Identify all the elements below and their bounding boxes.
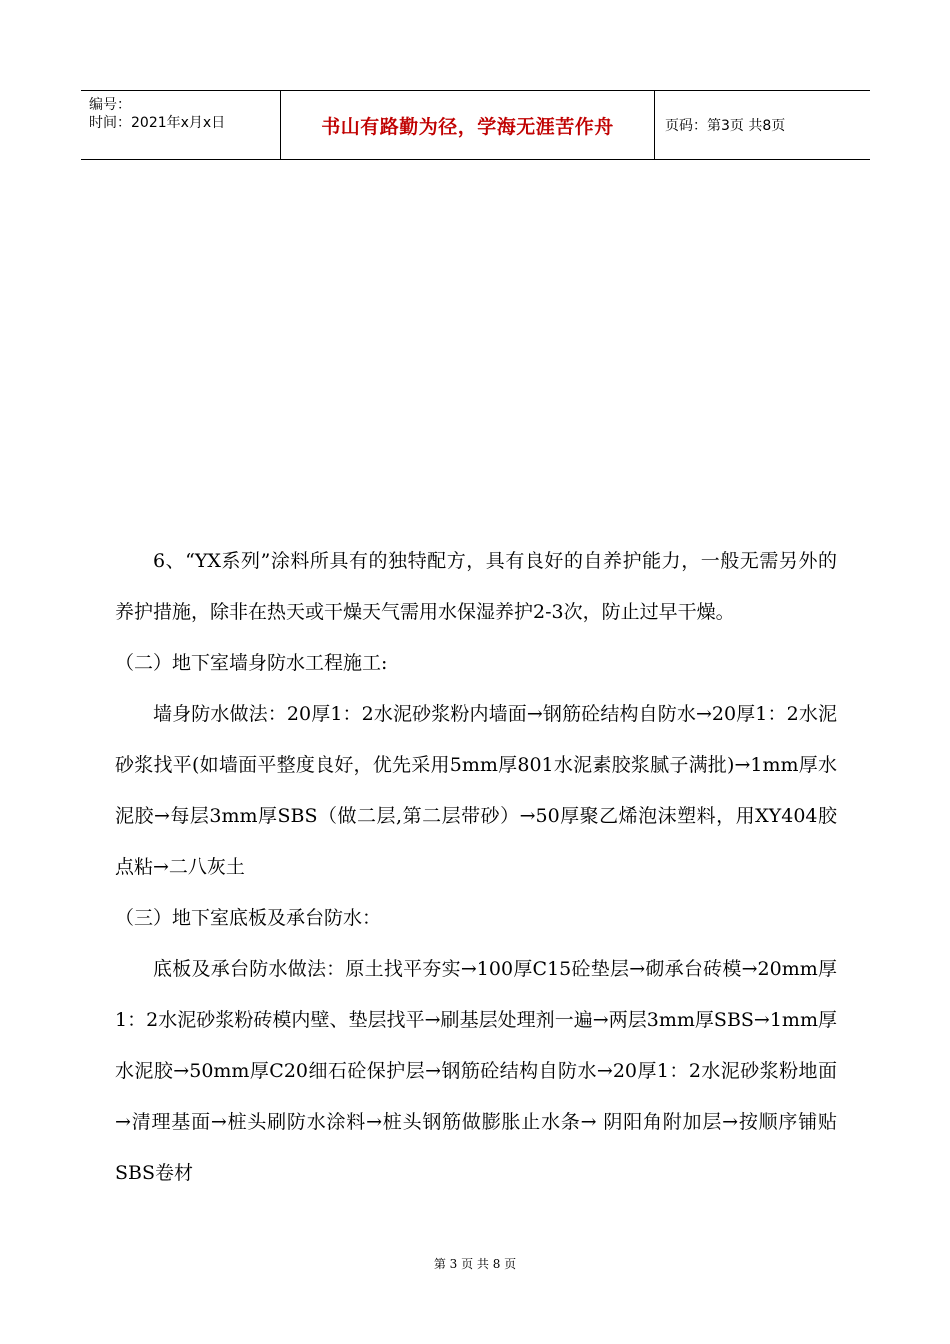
header-motto-cell: [281, 91, 655, 159]
page-footer: [0, 1255, 950, 1272]
footer-page-number: 第 3 页 共 8 页: [433, 1257, 517, 1271]
motto-text: 书山有路勤为径，学海无涯苦作舟: [321, 115, 614, 138]
paragraph-wall-method: 墙身防水做法：20厚1：2水泥砂浆粉内墙面→钢筋砼结构自防水→20厚1：2水泥砂浆找平(如墙面平整度良好，优先采用5mm厚801水泥素胶浆腻子满批)→1mm厚水泥胶→每层3mm厚SBS（做二层,第二层带砂）→50厚聚乙烯泡沫塑料，用XY404胶点粘→二八灰土: [115, 703, 837, 878]
serial-number-label: 编号：: [89, 97, 131, 113]
section-heading-wall: （二）地下室墙身防水工程施工:: [115, 652, 388, 674]
paragraph-floor-method: 底板及承台防水做法：原土找平夯实→100厚C15砼垫层→砌承台砖模→20mm厚1：2水泥砂浆粉砖模内壁、垫层找平→刷基层处理剂一遍→两层3mm厚SBS→1mm厚水泥胶→50mm厚C20细石砼保护层→钢筋砼结构自防水→20厚1：2水泥砂浆粉地面→清理基面→桩头刷防水涂料→桩头钢筋做膨胀止水条→ 阴阳角附加层→按顺序铺贴SBS卷材: [115, 958, 837, 1184]
header-page-cell: [655, 91, 870, 159]
section-heading-floor: （三）地下室底板及承台防水：: [115, 907, 382, 929]
document-header: [81, 90, 870, 160]
header-meta-cell: [81, 91, 281, 159]
page-info-text: 页码：第3页 共8页: [665, 118, 786, 134]
time-label: 时间：2021年x月x日: [89, 115, 226, 131]
paragraph-curing: 6、“YX系列”涂料所具有的独特配方，具有良好的自养护能力，一般无需另外的养护措施，除非在热天或干燥天气需用水保湿养护2-3次，防止过早干燥。: [115, 550, 837, 623]
document-body: [115, 536, 837, 1199]
